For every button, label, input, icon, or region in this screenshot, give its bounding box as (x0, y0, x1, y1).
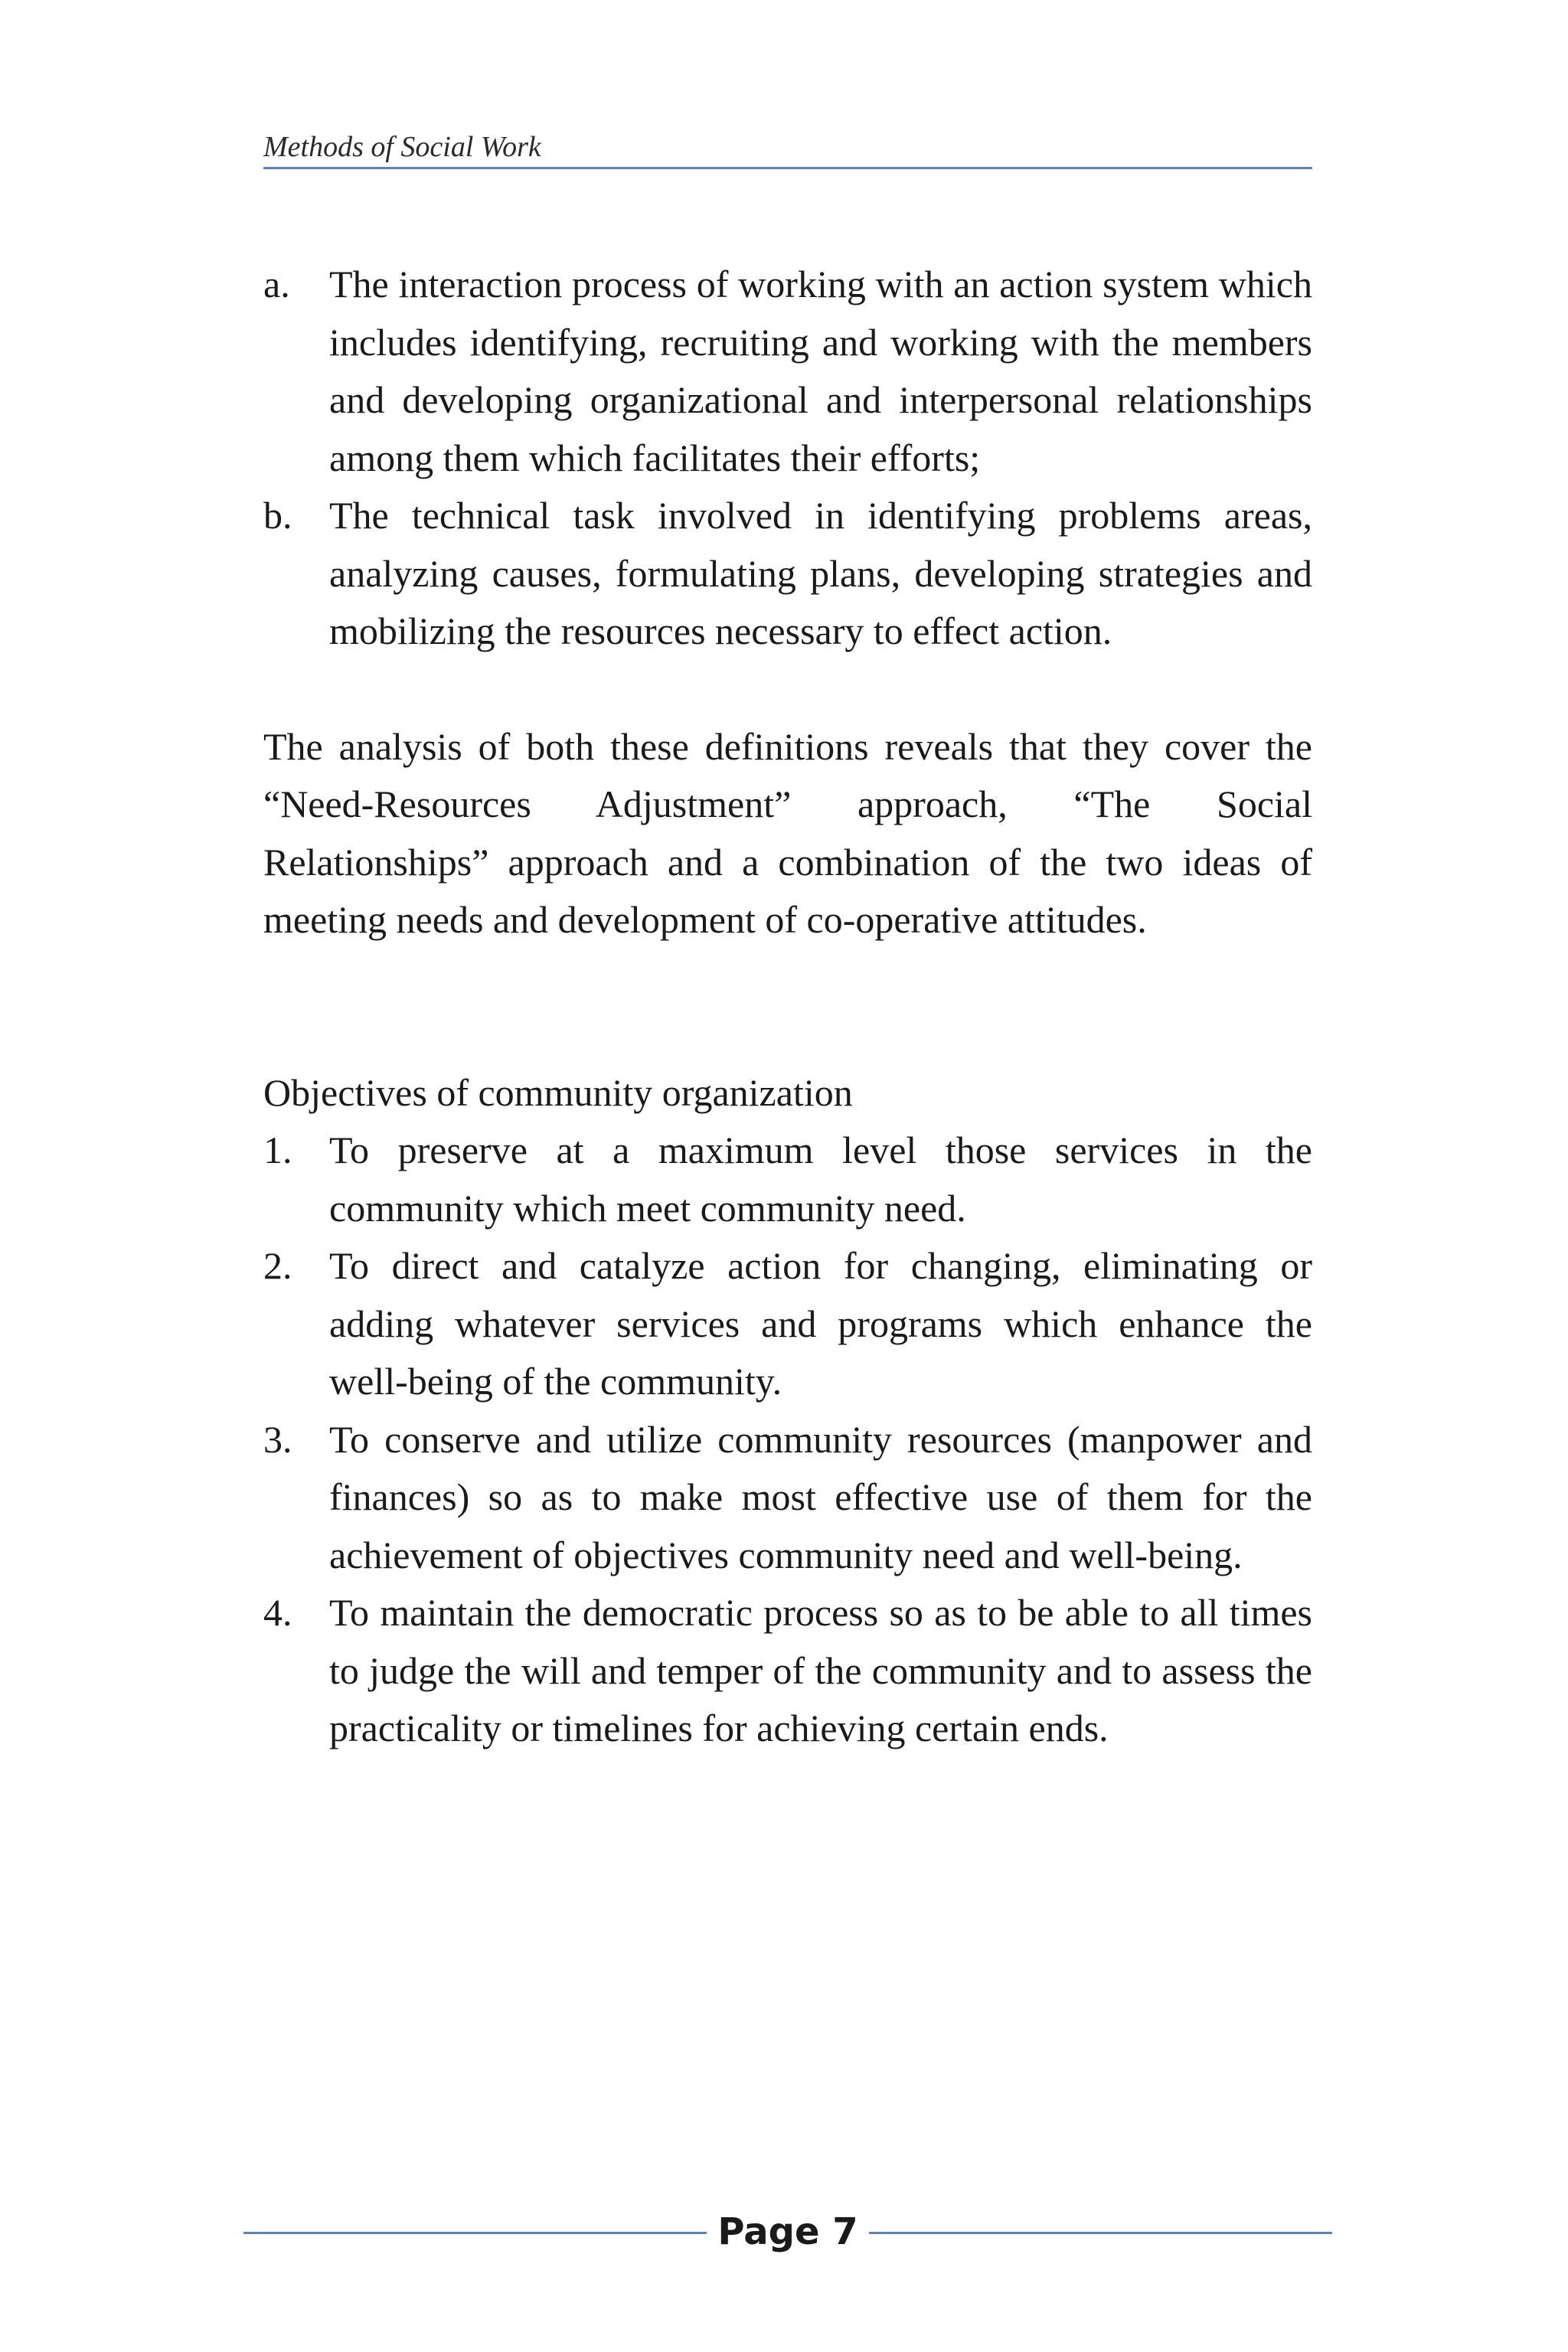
header-title: Methods of Social Work (263, 131, 541, 163)
list-item-text: The interaction process of working with an action system which includes identifying, recruiting and working with the members and developing organizational and interpersonal relationships among them which facilitates their efforts; (329, 263, 1312, 479)
list-marker: 2. (263, 1244, 292, 1287)
running-header (263, 127, 1312, 169)
list-marker: a. (263, 263, 290, 305)
spacer (263, 661, 1312, 718)
page-number: Page 7 (717, 2210, 858, 2253)
list-item-text: To direct and catalyze action for changing, eliminating or adding whatever services and programs which enhance the well-being of the community. (329, 1244, 1312, 1403)
list-item (263, 1584, 1312, 1758)
page-body (263, 256, 1312, 1758)
list-item (263, 256, 1312, 487)
section-heading: Objectives of community organization (263, 1070, 853, 1114)
list-item (263, 1237, 1312, 1411)
footer-rule-left (243, 2232, 707, 2234)
footer-rule-right (869, 2232, 1332, 2234)
list-item-text: The technical task involved in identifying problems areas, analyzing causes, formulating plans, developing strategies and mobilizing the resources necessary to effect action. (329, 494, 1312, 652)
list-marker: b. (263, 494, 292, 537)
list-item (263, 1411, 1312, 1585)
definition-list (263, 256, 1312, 661)
spacer (263, 949, 1312, 1064)
list-marker: 1. (263, 1129, 292, 1171)
list-marker: 3. (263, 1417, 292, 1461)
list-marker: 4. (263, 1591, 292, 1634)
list-item-text: To maintain the democratic process so as to be able to all times to judge the will and temper of the community and to assess the practicality or timelines for achieving certain ends. (329, 1591, 1312, 1749)
list-item (263, 487, 1312, 661)
list-item-text: To preserve at a maximum level those services in the community which meet community need. (329, 1129, 1312, 1230)
analysis-paragraph: The analysis of both these definitions reveals that they cover the “Need-Resources Adjustment” approach, “The Social Relationships” approach and a combination of the two ideas of meeting needs and development of co-operative attitudes. (263, 724, 1312, 941)
page-footer (243, 2201, 1332, 2262)
list-item-text: To conserve and utilize community resources (manpower and finances) so as to make most effective use of them for the achievement of objectives community need and well-being. (329, 1417, 1312, 1576)
objectives-list (263, 1122, 1312, 1758)
list-item (263, 1122, 1312, 1237)
